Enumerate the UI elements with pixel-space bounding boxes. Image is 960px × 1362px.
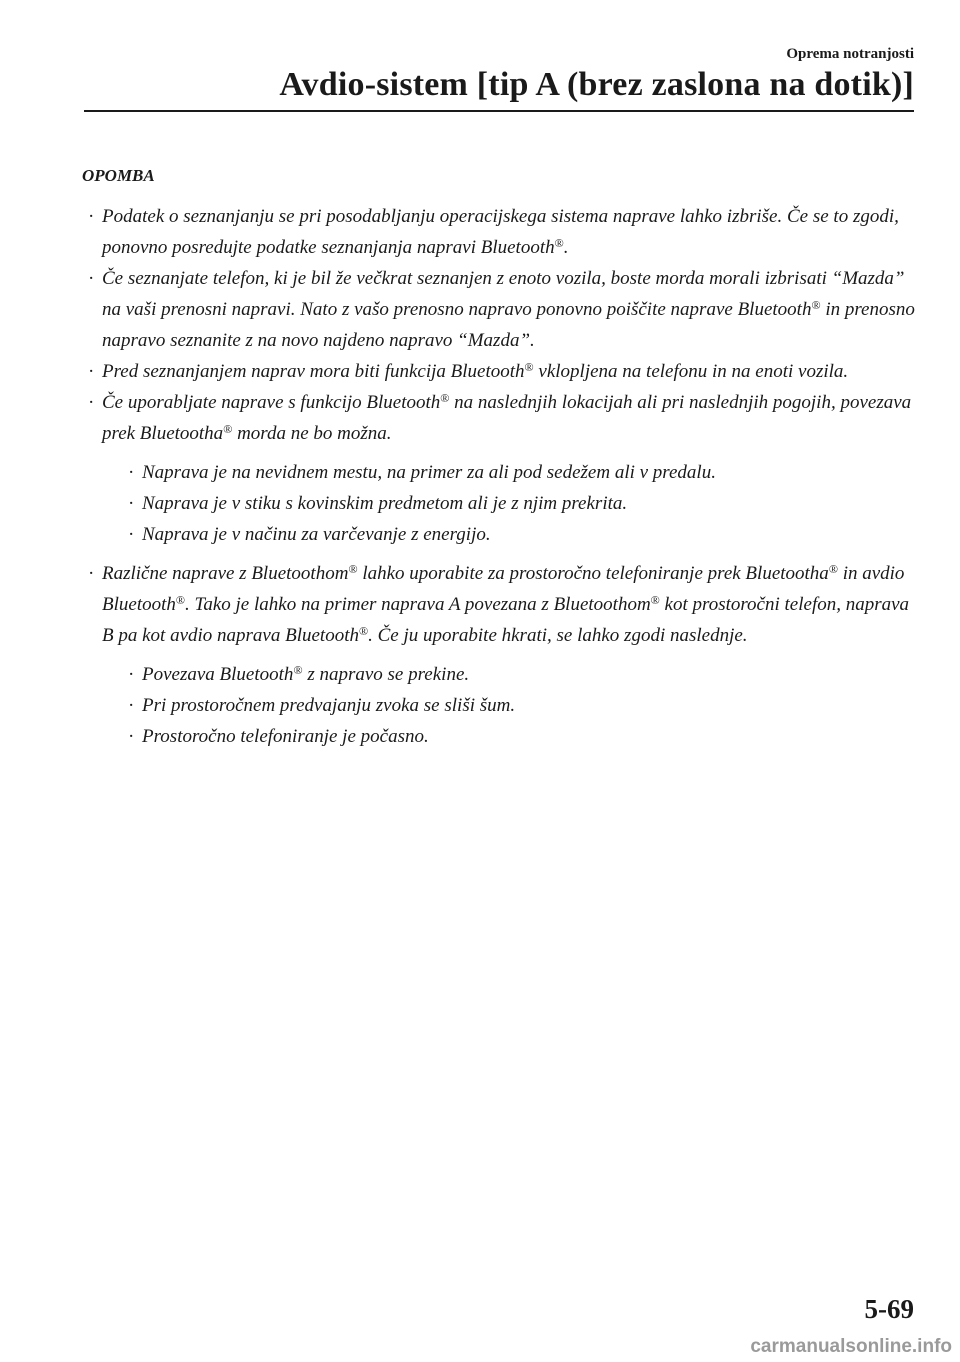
bullet-icon: · [128, 664, 135, 685]
note-block [82, 160, 916, 760]
list-item-text [102, 268, 915, 351]
registered-mark: ® [554, 236, 564, 250]
sub-list [102, 457, 916, 550]
sub-item-text: Naprava je v stiku s kovinskim predmetom ali je z njim prekrita. [142, 493, 628, 514]
note-text: . Če ju uporabite hkrati, se lahko zgodi naslednje. [368, 625, 748, 646]
note-text: lahko uporabite za prostoročno telefoniranje prek Bluetootha [357, 563, 829, 584]
watermark-logo: carmanualsonline.info [750, 1336, 952, 1357]
note-text: . [563, 237, 569, 258]
bullet-icon: · [128, 493, 135, 514]
registered-mark: ® [440, 391, 450, 405]
section-name: Oprema notranjosti [786, 46, 914, 62]
note-text: z napravo se prekine. [302, 664, 470, 685]
bullet-icon: · [128, 524, 135, 545]
note-text: Podatek o seznanjanju se pri posodabljanju operacijskega sistema naprave lahko izbriše. Če se to zgodi, ponovno posredujte podatke seznanjanja napravi Bluetooth [102, 206, 899, 258]
list-item-text [102, 392, 911, 444]
note-text: na naslednjih lokacijah ali pri naslednjih pogojih, povezava prek Bluetootha [102, 392, 912, 444]
registered-mark: ® [811, 298, 821, 312]
list-item [82, 387, 916, 550]
sub-list-item [102, 659, 916, 690]
note-text: Če seznanjate telefon, ki je bil že večkrat seznanjen z enoto vozila, boste morda morali izbrisati “Mazda” na vaši prenosni napravi. Nato z vašo prenosno napravo ponovno poiščite naprave Bluetooth [102, 268, 905, 320]
sub-item-text: Prostoročno telefoniranje je počasno. [142, 726, 429, 747]
registered-mark: ® [293, 663, 303, 677]
sub-list-item [102, 690, 916, 721]
list-item-text [102, 563, 909, 646]
note-text: Pred seznanjanjem naprav mora biti funkcija Bluetooth [102, 361, 525, 382]
sub-list-item [102, 721, 916, 752]
note-text: Različne naprave z Bluetoothom [102, 563, 349, 584]
registered-mark: ® [828, 562, 838, 576]
bullet-icon: · [88, 563, 95, 584]
note-text: Če uporabljate naprave s funkcijo Bluetooth [102, 392, 441, 413]
note-text: kot prostoročni telefon, naprava B pa kot avdio naprava Bluetooth [102, 594, 910, 646]
list-item-text [102, 206, 899, 258]
sub-list [102, 659, 916, 752]
bullet-icon: · [128, 462, 135, 483]
sub-list-item [102, 457, 916, 488]
bullet-icon: · [128, 726, 135, 747]
bullet-icon: · [88, 361, 95, 382]
note-text: morda ne bo možna. [232, 423, 392, 444]
bullet-icon: · [88, 268, 95, 289]
sub-list-item [102, 488, 916, 519]
note-text: in prenosno napravo seznanite z na novo najdeno napravo “Mazda”. [102, 299, 915, 351]
list-item [82, 558, 916, 752]
sub-item-text: Naprava je na nevidnem mestu, na primer za ali pod sedežem ali v predalu. [142, 462, 716, 483]
bullet-icon: · [88, 206, 95, 227]
page-title: Avdio-sistem [tip A (brez zaslona na dotik)] [279, 66, 914, 103]
bullet-icon: · [128, 695, 135, 716]
note-text: in avdio Bluetooth [102, 563, 905, 615]
list-item-text [102, 361, 848, 382]
registered-mark: ® [650, 593, 660, 607]
list-item [82, 356, 916, 387]
registered-mark: ® [223, 422, 233, 436]
list-item [82, 263, 916, 356]
note-text: . Tako je lahko na primer naprava A povezana z Bluetoothom [185, 594, 651, 615]
list-item [82, 201, 916, 263]
registered-mark: ® [358, 624, 369, 638]
registered-mark: ® [175, 593, 186, 607]
page-number: 5-69 [864, 1294, 914, 1324]
sub-item-text: Naprava je v načinu za varčevanje z energijo. [142, 524, 491, 545]
note-list [82, 201, 916, 752]
sub-item-text [142, 664, 469, 685]
sub-item-text: Pri prostoročnem predvajanju zvoka se sliši šum. [142, 695, 516, 716]
bullet-icon: · [88, 392, 95, 413]
note-title: OPOMBA [82, 166, 155, 185]
header-divider [84, 110, 914, 112]
registered-mark: ® [348, 562, 358, 576]
note-text: Povezava Bluetooth [142, 664, 294, 685]
sub-list-item [102, 519, 916, 550]
registered-mark: ® [524, 360, 534, 374]
note-text: vklopljena na telefonu in na enoti vozila. [533, 361, 849, 382]
